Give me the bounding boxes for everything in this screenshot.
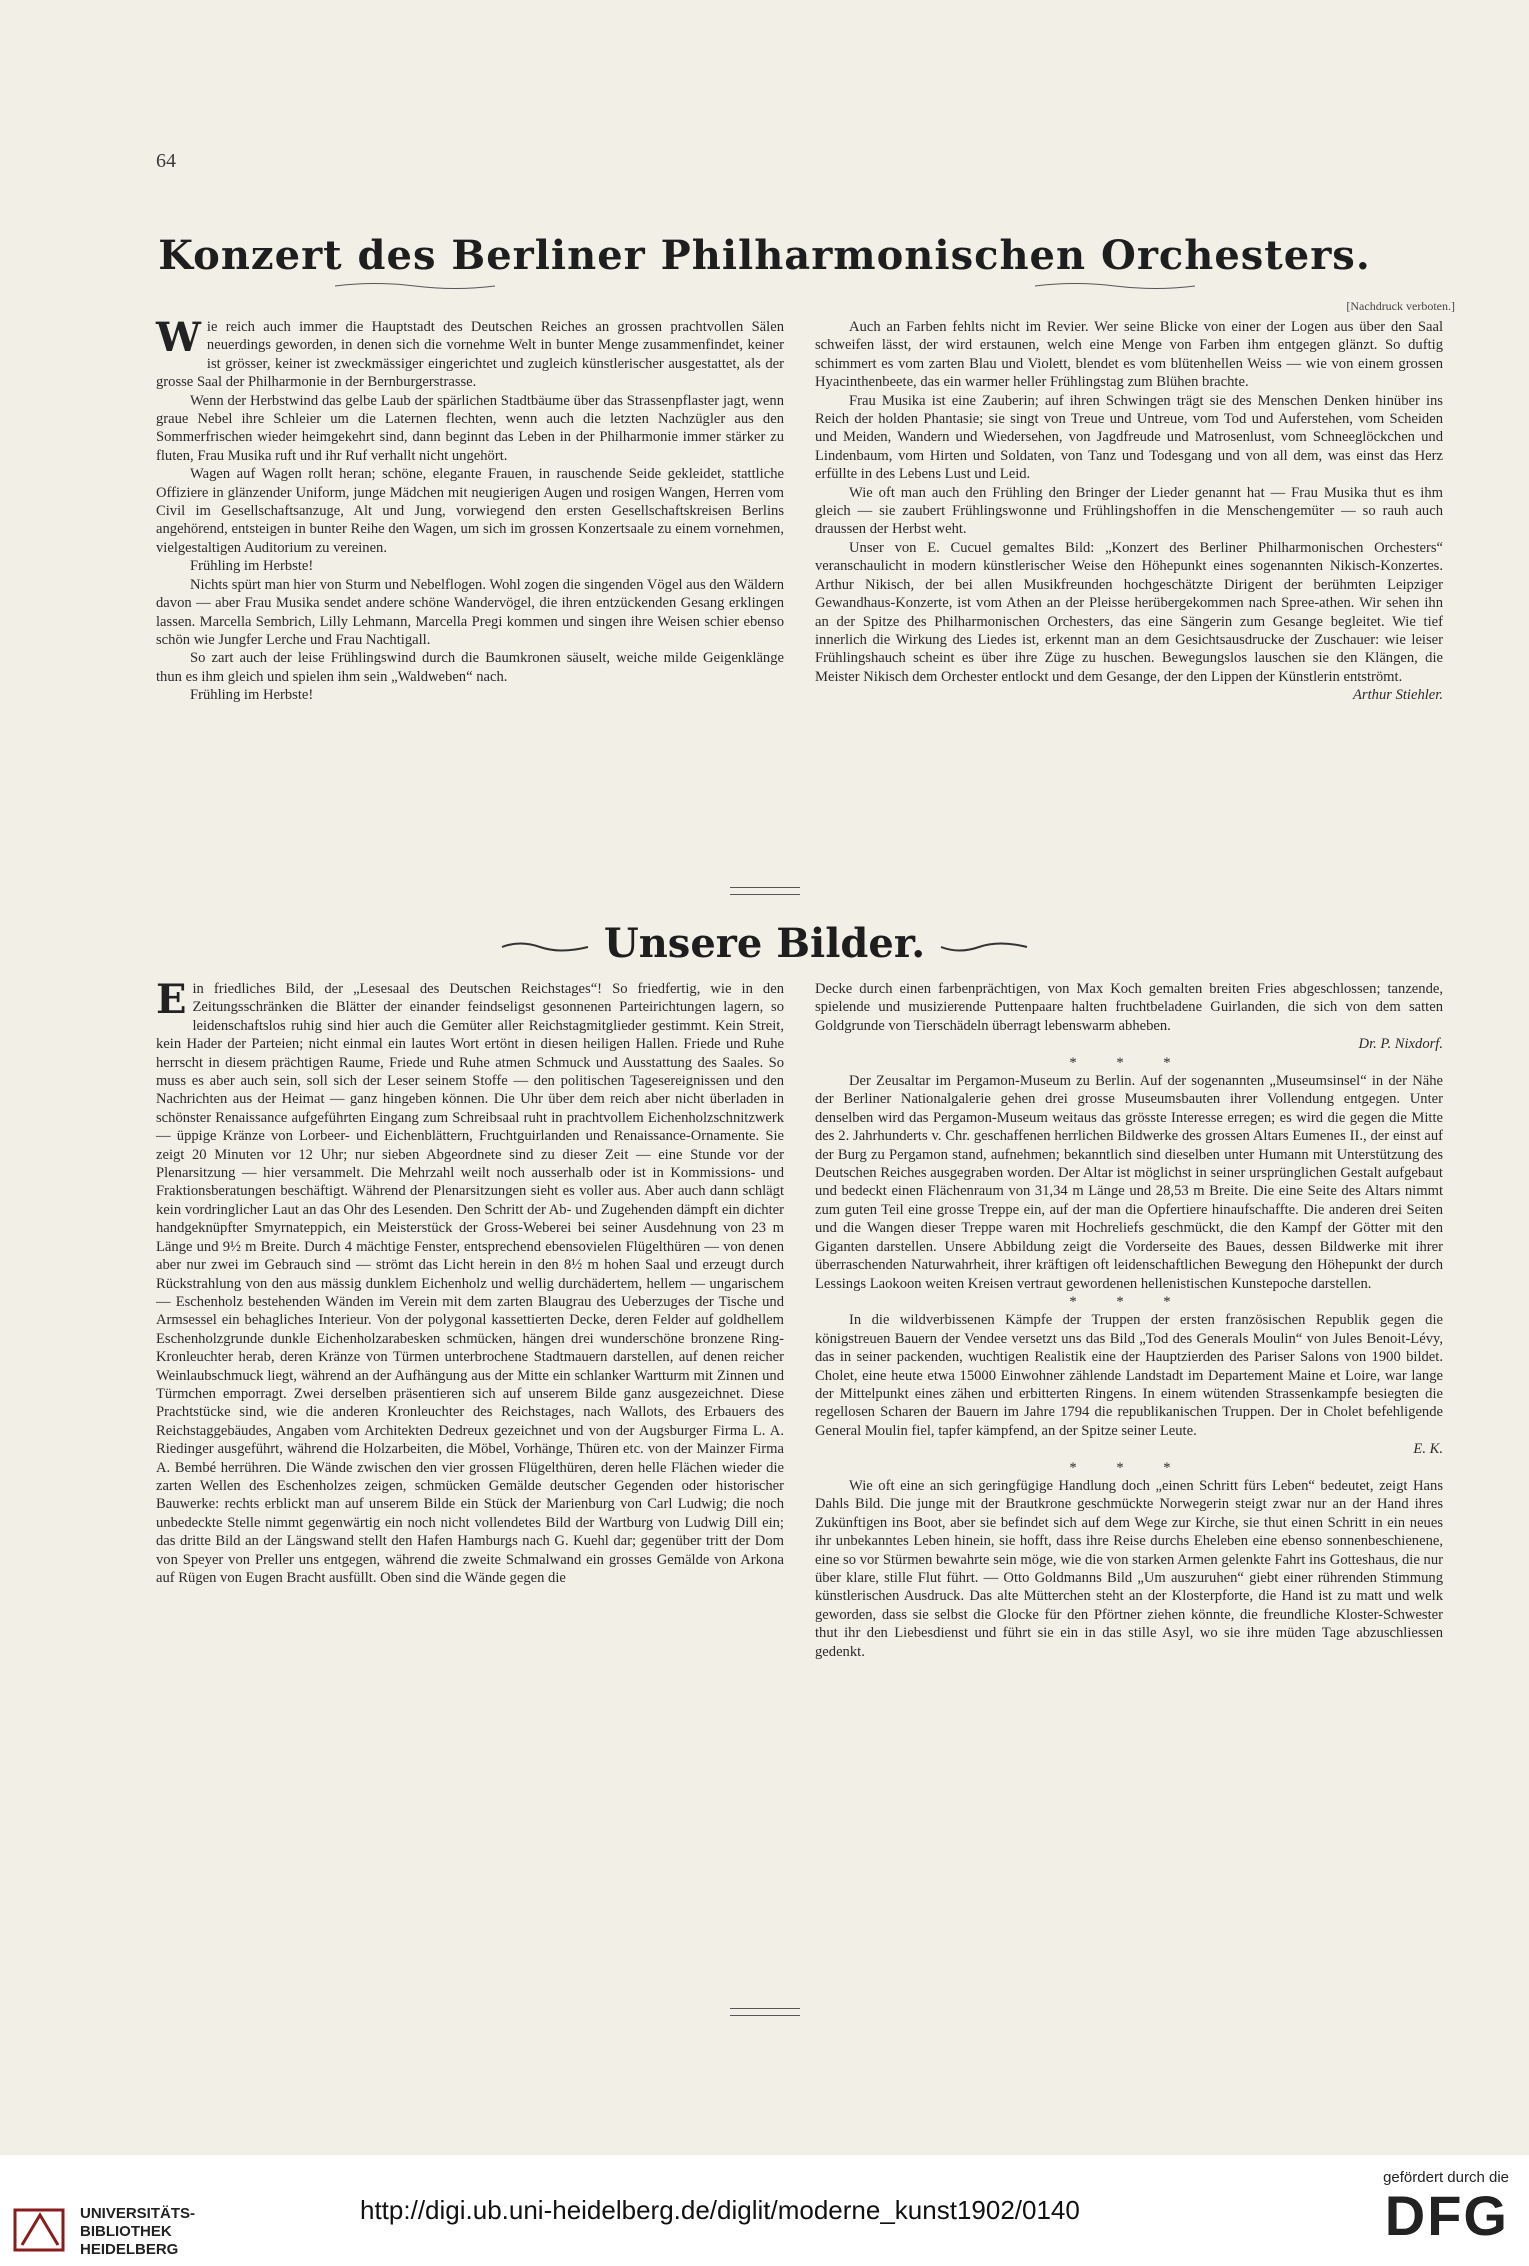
article2-column-left <box>156 976 784 1587</box>
paragraph: Wie oft eine an sich geringfügige Handlung doch „einen Schritt fürs Leben“ bedeutet, zeigt Hans Dahls Bild. Die junge mit der Brautkrone geschmückte Norwegerin steigt zwar nur an der Hand ihres Zukünftigen ins Boot, aber sie befindet sich auf dem Wege zur Kirche, sie thut einen Schritt in ein neues ihr unbekanntes Leben hinein, sie hofft, dass ihre Reise durchs Eheleben eine ebenso sonnenbeschienene, eine so vor Stürmen bewahrte sein möge, wie die von starken Armen gelenkte Fahrt ins Gotteshaus, die nur über klare, stille Flut führt. — Otto Goldmanns Bild „Um auszuruhen“ giebt einer rührenden Stimmung künstlerischen Ausdruck. Das alte Mütterchen steht an der Klosterpforte, die Hand ist zu matt und welk geworden, dass sie selbst die Glocke für den Pförtner ziehen könnte, die freundliche Kloster-Schwester thut ihr den Liebesdienst und führt sie ein in das stille Asyl, wo sie ihre müden Tage abzuschliessen gedenkt. <box>815 1477 1443 1660</box>
paragraph: in friedliches Bild, der „Lesesaal des Deutschen Reichstages“! So friedfertig, wie in den Zeitungsschränken die Blätter der einander feindseligst gesonnenen Parteirichtungen lagern, so leidenschaftslos ruhig sind hier auch die Gemüter aller Reichstagmitglieder gestimmt. Kein Streit, kein Hader der Parteien; nicht einmal ein lautes Wort ertönt in diesen heiligen Hallen. Friede und Ruhe herrscht in diesem prächtigen Raume, Friede und Ruhe atmen Schmuck und Ausstattung des Saales. So muss es aber auch sein, soll sich der Leser seinem Stoffe — den politischen Tagesereignissen und den Nachrichten aus der Heimat — ganz hingeben können. Die Uhr über dem reich aber nicht überladen in schönster Renaissance aufgeführten Eingang zum Schreibsaal ruht in prachtvollem Eichenholzschnitzwerk — üppige Kränze von Lorbeer- und Eichenblättern, Fruchtguirlanden und Renaissance-Ornamente. Sie zeigt 20 Minuten vor 12 Uhr; nur sieben Abgeordnete sind zu dieser Zeit — eine Stunde vor der Plenarsitzung — hier versammelt. Die Mehrzahl weilt noch ausserhalb oder ist in Kommissions- und Fraktionsberatungen beschäftigt. Während der Plenarsitzungen sieht es voller aus. Aber auch dann schlägt kein vordringlicher Laut an das Ohr des Lesenden. Den Schritt der Ab- und Zugehenden dämpft ein dichter handgeknüpfter Smyrnateppich, ein Meisterstück der Gross-Weberei bei seiner Ausdehnung von 23 m Länge und 9½ m Breite. Durch 4 mächtige Fenster, entsprechend ebensovielen Flügelthüren — von denen aber nur zwei im Gebrauch sind — strömt das Licht herein in den 8½ m hohen Saal und erzeugt durch Rückstrahlung von den aus mässig dunklem Eichenholz und wellig durchädertem, hellem — ungarischem — Eschenholz bestehenden Wänden im Verein mit dem zarten Blaugrau des Ueberzuges der Tische und Armsessel ein behagliches Interieur. Von der polygonal kassettierten Decke, deren Felder auf goldhellem Eschenholzgrunde dunkle Eichenholzarabesken schmücken, hängen drei wunderschöne bronzene Ring-Kronleuchter herab, deren Kränze von Türmen unterbrochene Stadtmauern darstellen, auf denen reicher Weinlaubschmuck liegt, während an der Aufhängung aus der Mitte ein schlanker Wartturm mit Zinnen und Türmchen emporragt. Zwei derselben präsentieren sich auf unserem Bilde ganz ausgezeichnet. Diese Prachtstücke sind, wie die anderen Kronleuchter des Reichstages, nach Wallots, des Erbauers des Reichstaggebäudes, Angaben vom Architekten Dedreux gezeichnet und von der Augsburger Firma L. A. Riedinger ausgeführt, während die Holzarbeiten, die Möbel, Vorhänge, Thüren etc. von der Mainzer Firma A. Bembé herrühren. Die Wände zwischen den vier grossen Flügelthüren, deren helle Flächen wieder die zarten Wellen des Eschenholzes zeigen, schmücken Gemälde deutscher Gegenden oder historischer Bauwerke: rechts erblickt man auf unserem Bilde ein Stück der Marienburg von Carl Ludwig; die noch unbedeckte Stelle nimmt gegenwärtig ein noch nicht vollendetes Bild der Wartburg von Ludwig Dill ein; das dritte Bild an der Längswand stellt den Hafen Hamburgs nach G. Kuehl dar; gegenüber tritt der Dom von Speyer von Preller uns entgegen, während die zweite Schmalwand ein grosses Gemälde von Arkona auf Rügen von Eugen Bracht ausfüllt. Oben sind die Wände gegen die <box>156 981 784 1586</box>
swash-left-icon <box>500 940 590 954</box>
paragraph: Frau Musika ist eine Zauberin; auf ihren Schwingen trägt sie des Menschen Denken hinüber ins Reich der holden Phantasie; sie singt von Treue und Untreue, vom Tod und Auferstehen, vom Scheiden und Meiden, Wandern und Wiedersehen, von Jagdfreude und Matrosenlust, vom Schneeglöckchen und Lindenbaum, vom Hirten und Soldaten, von Tanz und Todesgang und von all dem, was einst das Herz erfüllte in des Lebens Lust und Leid. <box>815 392 1443 483</box>
reprint-note: [Nachdruck verboten.] <box>1346 299 1455 313</box>
paragraph: Wenn der Herbstwind das gelbe Laub der spärlichen Stadtbäume über das Strassenpflaster jagt, wenn graue Nebel ihre Schleier um die Laternen flechten, wenn auch die letzten Nachzügler aus den Sommerfrischen wieder heimgekehrt sind, dann beginnt das Leben in der Philharmonie immer stärker zu fluten, Frau Musika ruft und ihr Ruf verhallt nicht ungehört. <box>156 392 784 464</box>
paragraph: ie reich auch immer die Hauptstadt des Deutschen Reiches an grossen prachtvollen Sälen neuerdings geworden, in denen sich die vornehme Welt in bunter Menge zusammenfindet, keiner ist grösser, keiner ist zweckmässiger eingerichtet und zugleich künstlerischer ausgestattet, als der grosse Saal der Philharmonie in der Bernburgerstrasse. <box>156 319 784 391</box>
paragraph: In die wildverbissenen Kämpfe der Truppen der ersten französischen Republik gegen die königstreuen Bauern der Vendee versetzt uns das Bild „Tod des Generals Moulin“ von Jules Benoit-Lévy, das in seiner packenden, wuchtigen Realistik eine der Hauptzierden des Pariser Salons von 1900 bildet. Cholet, eine heute etwa 15000 Einwohner zählende Landstadt im Departement Maine et Loire, war lange der Mittelpunkt eines zähen und erbitterten Ringens. In einem wütenden Strassenkampfe besiegten die regellosen Scharen der Bauern im Jahre 1794 die republikanischen Truppen. Der in Cholet befehligende General Moulin fiel, tapfer kämpfend, an der Spitze seiner Leute. <box>815 1312 1443 1439</box>
paragraph: Frühling im Herbste! <box>190 687 314 704</box>
paragraph: Wagen auf Wagen rollt heran; schöne, elegante Frauen, in rauschende Seide gekleidet, stattliche Offiziere in glänzender Uniform, junge Mädchen mit neugierigen Augen und rosigen Wangen, Herren vom Civil im Gesellschaftsanzuge, Alt und Jung, vorwiegend den ersten Gesellschaftskreisen Berlins angehörend, entsteigen in bunter Reihe den Wagen, um sich im grossen Konzertsaale zu einem vornehmen, vielgestaltigen Auditorium zu vereinen. <box>156 466 784 556</box>
paragraph: Wie oft man auch den Frühling den Bringer der Lieder genannt hat — Frau Musika thut es ihm gleich — sie zaubert Frühlingswonne und Frühlingshoffen in die Menschengemüter — so rauh auch draussen der Herbst weht. <box>815 484 1443 538</box>
section-stars: * * * <box>1069 1293 1189 1310</box>
section-divider <box>730 887 800 895</box>
library-line: HEIDELBERG <box>80 2241 179 2258</box>
end-divider <box>730 2008 800 2016</box>
dfg-mark: DFG <box>1384 2184 1509 2247</box>
article1-column-right <box>815 318 1443 705</box>
title-ornament-icon <box>315 281 1215 291</box>
paragraph: Frühling im Herbste! <box>190 558 314 575</box>
paragraph: Unser von E. Cucuel gemaltes Bild: „Konzert des Berliner Philharmonischen Orchesters“ veranschaulicht in modern künstlerischer Weise den Höhepunkt eines sogenannten Nikisch-Konzertes. Arthur Nikisch, der bei allen Musikfreunden hochgeschätzte Dirigent der berühmten Leipziger Gewandhaus-Konzerte, ist vom Athen an der Pleisse herübergekommen nach Spree-athen. Wir sehen ihn an der Spitze des Philharmonischen Orchesters, das eine Sängerin zum Gesange begleitet. Wie tief innerlich die Wirkung des Liedes ist, erkennt man an dem Gesichtsausdrucke der Zuschauer: wie leiser Frühlingshauch scheint es über ihre Züge zu huschen. Bewegungslos lauschen sie den Klängen, die Meister Nikisch dem Orchester entlockt und dem Gesange, der den Lippen der Künstlerin entströmt. <box>815 539 1443 685</box>
library-line: BIBLIOTHEK <box>80 2223 172 2240</box>
author-signature: Dr. P. Nixdorf. <box>1358 1036 1443 1053</box>
article-title-text: Konzert des Berliner Philharmonischen Orchesters. <box>158 232 1371 279</box>
drop-cap: E <box>156 976 187 1023</box>
page-number: 64 <box>156 150 176 172</box>
paragraph: Nichts spürt man hier von Sturm und Nebelflogen. Wohl zogen die singenden Vögel aus den Wäldern davon — aber Frau Musika sendet andere schöne Wandervögel, die ihren entzückenden Gesang erklingen lassen. Marcella Sembrich, Lilly Lehmann, Marcella Pregi kommen und singen ihre Weisen schier ebenso schön wie Jungfer Lerche und Frau Nachtigall. <box>156 576 784 648</box>
library-name <box>80 2205 195 2259</box>
paragraph: Auch an Farben fehlts nicht im Revier. Wer seine Blicke von einer der Logen aus über den Saal schweifen lässt, der wird erstaunen, welch eine Menge von Farben ihm entgegen glänzt. So duftig schimmert es vom zarten Blau und Violett, blendet es vom blütenhellen Weiss — wie von einem grossen Hyacinthenbeete, das ein warmer heller Frühlingstag zum Blühen brachte. <box>815 319 1443 391</box>
section-stars: * * * <box>1069 1054 1189 1071</box>
swash-right-icon <box>939 940 1029 954</box>
section-title-text: Unsere Bilder. <box>603 920 926 967</box>
section-stars: * * * <box>1069 1459 1189 1476</box>
library-line: UNIVERSITÄTS- <box>80 2205 196 2222</box>
footer-bar <box>0 2155 1529 2266</box>
funder-label: gefördert durch die <box>1383 2169 1509 2186</box>
author-signature: Arthur Stiehler. <box>1353 687 1443 704</box>
funder-logo[interactable] <box>1339 2169 1509 2246</box>
author-signature: E. K. <box>1413 1441 1443 1458</box>
paragraph: Der Zeusaltar im Pergamon-Museum zu Berlin. Auf der sogenannten „Museumsinsel“ in der Nähe der Berliner Nationalgalerie gehen drei grosse Museumsbauten ihrer Vollendung entgegen. Unter denselben wird das Pergamon-Museum weitaus das grösste Interesse erregen; es wird die gegen die Mitte des 2. Jahrhunderts v. Chr. geschaffenen herrlichen Bildwerke des grossen Altars Eumenes II., der einst auf der Burg zu Pergamon stand, aufnehmen; bekanntlich sind dieselben unter Humann mit Unterstützung des Deutschen Reiches ausgegraben worden. Der Altar ist möglichst in seiner ursprünglichen Gestalt aufgebaut und bedeckt einen Flächenraum von 31,34 m Länge und 28,53 m Breite. Die eine Seite des Altars nimmt zum guten Teil eine grosse Treppe ein, auf der man die Opfertiere hinaufschaffte. Die anderen drei Seiten und die Wangen dieser Treppe waren mit Hochreliefs geschmückt, die den Kampf der Götter mit den Giganten darstellen. Unsere Abbildung zeigt die Vorderseite des Baues, dessen Bildwerke mit ihrer überraschenden Naturwahrheit, ihrer kräftigen oft leidenschaftlichen Bewegung den Höhepunkt der durch Lessings Laokoon weiten Kreisen vertraut gewordenen hellenistischen Kunstepoche darstellen. <box>815 1073 1443 1292</box>
paragraph: Decke durch einen farbenprächtigen, von Max Koch gemalten breiten Fries abgeschlossen; tanzende, spielende und musizierende Puttenpaare halten fruchtbeladene Guirlanden, die sich von dem satten Goldgrunde von Tierschädeln überragt lebenswarm abheben. <box>815 981 1443 1034</box>
article1-column-left <box>156 314 784 705</box>
article-title <box>0 232 1529 291</box>
university-seal-icon <box>10 2205 70 2255</box>
drop-cap: W <box>156 314 201 361</box>
section-title <box>0 920 1529 967</box>
article2-column-right <box>815 980 1443 1661</box>
paragraph: So zart auch der leise Frühlingswind durch die Baumkronen säuselt, weiche milde Geigenklänge thun es ihm gleich und spielen ihm sein „Waldweben“ nach. <box>156 650 784 685</box>
source-url-link[interactable]: http://digi.ub.uni-heidelberg.de/diglit/moderne_kunst1902/0140 <box>360 2195 1080 2225</box>
